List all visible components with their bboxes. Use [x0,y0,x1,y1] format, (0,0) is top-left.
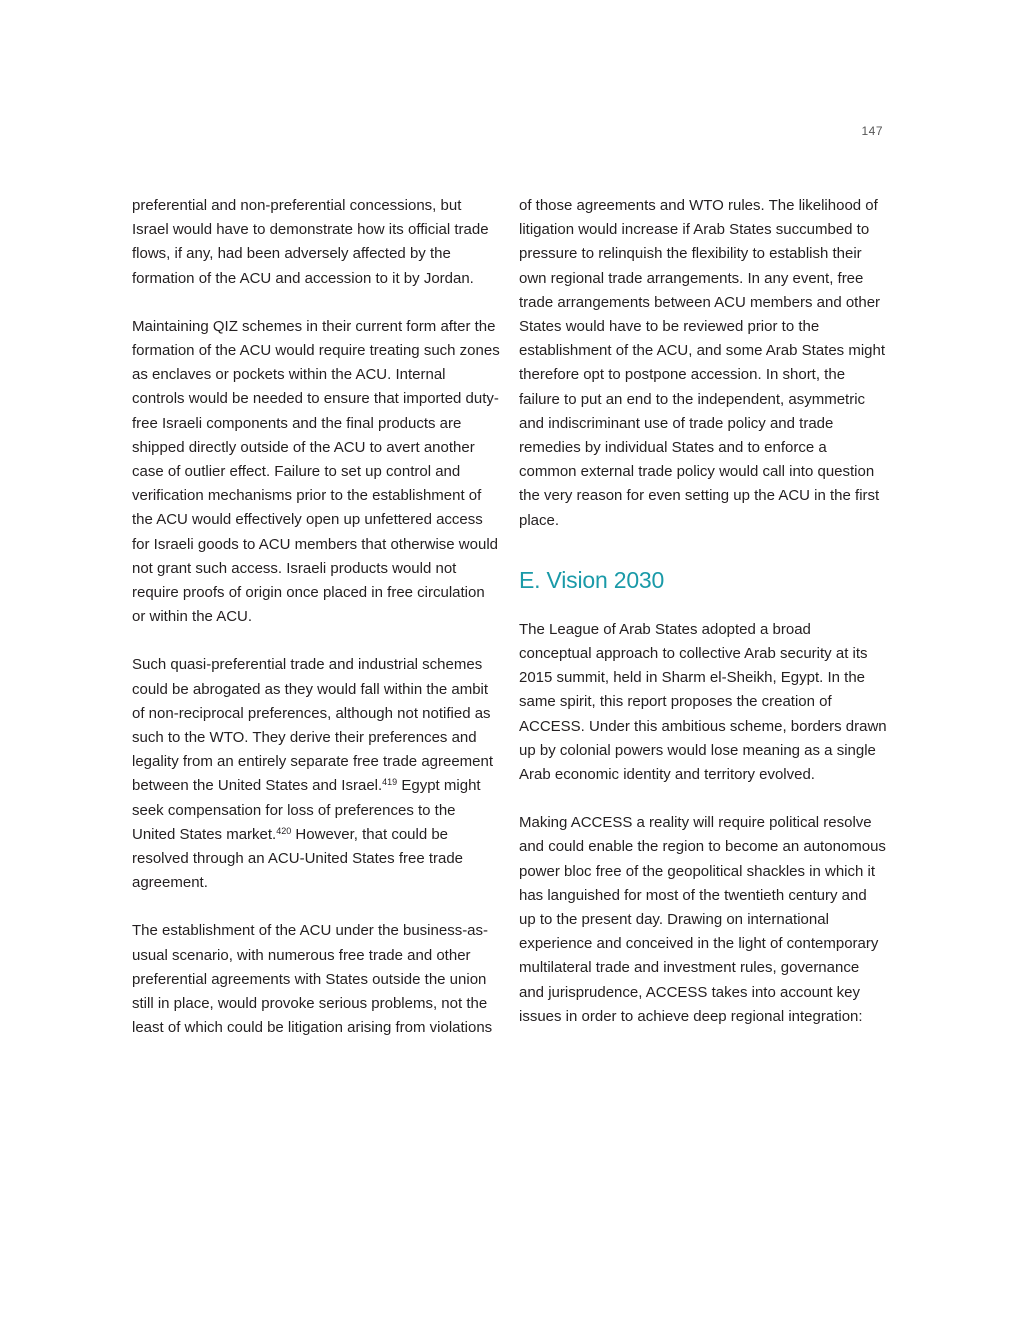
section-heading: E. Vision 2030 [519,566,665,593]
left-paragraph-3-part-a: Such quasi-preferential trade and industrial schemes could be abrogated as they would fall within the ambit of non-reciprocal preferences, although not notified as such to the WTO. They derive their preferences and legality from an entirely separate free trade agreement between the United States and Israel. [132,656,494,795]
left-paragraph-3 [132,653,500,895]
footnote-ref-419[interactable]: 419 [382,777,398,788]
left-paragraph-1: preferential and non-preferential concessions, but Israel would have to demonstrate how its official trade flows, if any, had been adversely affected by the formation of the ACU and accession to it by Jordan. [132,197,489,287]
left-paragraph-4: The establishment of the ACU under the business-as-usual scenario, with numerous free trade and other preferential agreements with States outside the union still in place, would provoke serious problems, not the least of which could be litigation arising from violations [132,922,493,1037]
right-paragraph-3: Making ACCESS a reality will require political resolve and could enable the region to become an autonomous power bloc free of the geopolitical shackles in which it has languished for most of the twentieth century and up to the present day. Drawing on international experience and conceived in the light of contemporary multilateral trade and investment rules, governance and jurisprudence, ACCESS takes into account key issues in order to achieve deep regional integration: [519,814,886,1025]
left-column [132,194,500,1065]
right-paragraph-2: The League of Arab States adopted a broad conceptual approach to collective Arab security at its 2015 summit, held in Sharm el-Sheikh, Egypt. In the same spirit, this report proposes the creation of ACCESS. Under this ambitious scheme, borders drawn up by colonial powers would lose meaning as a single Arab economic identity and territory evolved. [519,620,887,784]
page-number: 147 [861,124,883,138]
right-paragraph-1: of those agreements and WTO rules. The likelihood of litigation would increase if Arab States succumbed to pressure to relinquish the flexibility to establish their own regional trade arrangements. In any event, free trade arrangements between ACU members and other States would have to be reviewed prior to the establishment of the ACU, and some Arab States might therefore opt to postpone accession. In short, the failure to put an end to the independent, asymmetric and indiscriminant use of trade policy and trade remedies by individual States and to enforce a common external trade policy would call into question the very reason for even setting up the ACU in the first place. [519,197,886,529]
left-paragraph-2: Maintaining QIZ schemes in their current form after the formation of the ACU would require treating such zones as enclaves or pockets within the ACU. Internal controls would be needed to ensure that imported duty-free Israeli components and the final products are shipped directly outside of the ACU to avert another case of outlier effect. Failure to set up control and verification mechanisms prior to the establishment of the ACU would effectively open up unfettered access for Israeli goods to ACU members that otherwise would not grant such access. Israeli products would not require proofs of origin once placed in free circulation or within the ACU. [132,317,500,626]
right-column [519,194,887,1053]
left-paragraph-3-part-b: Egypt might seek compensation for loss of preferences to the United States market. [132,777,481,843]
footnote-ref-420[interactable]: 420 [276,825,292,836]
left-paragraph-3-part-c: However, that could be resolved through an ACU-United States free trade agreement. [132,825,464,892]
